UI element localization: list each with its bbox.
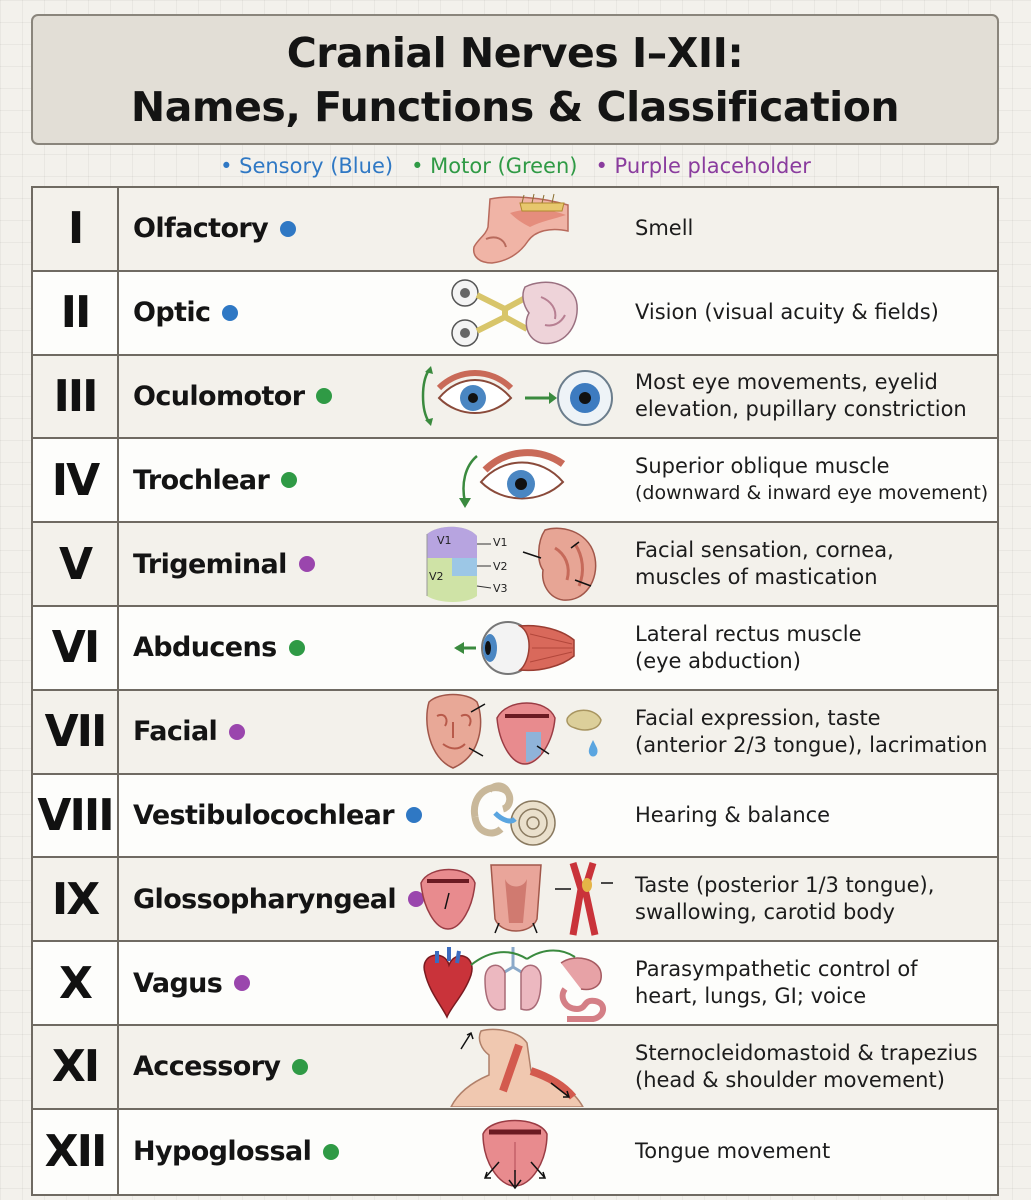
nerve-numeral: XII	[33, 1110, 119, 1194]
nerve-name-cell	[119, 356, 395, 438]
nerve-name: Optic	[133, 297, 211, 329]
table-row	[33, 356, 997, 440]
table-row	[33, 523, 997, 607]
nerve-numeral: X	[33, 942, 119, 1024]
nerve-numeral: II	[33, 272, 119, 354]
division-label-v2-right: V2	[493, 560, 508, 574]
nerve-function	[635, 272, 997, 354]
legend-both: • Purple placeholder	[595, 154, 811, 178]
both-dot-icon	[229, 724, 245, 740]
nerve-name-cell	[119, 691, 395, 773]
nerve-name-cell	[119, 272, 395, 354]
motor-dot-icon	[323, 1144, 339, 1160]
table-row	[33, 439, 997, 523]
function-line-2: elevation, pupillary constriction	[635, 397, 967, 422]
both-dot-icon	[299, 556, 315, 572]
function-line-2: swallowing, carotid body	[635, 900, 895, 925]
page-title-line-1: Cranial Nerves I–XII:	[286, 28, 744, 77]
motor-dot-icon	[292, 1059, 308, 1075]
nerve-name: Trochlear	[133, 464, 270, 496]
division-label-v1-right: V1	[493, 536, 508, 550]
face-divisions-icon	[395, 523, 635, 605]
sensory-dot-icon	[222, 305, 238, 321]
organs-icon	[395, 942, 635, 1024]
legend-motor: • Motor (Green)	[411, 154, 578, 178]
facial-muscles-icon	[395, 691, 635, 773]
legend-sensory: • Sensory (Blue)	[220, 154, 394, 178]
both-dot-icon	[234, 975, 250, 991]
nerve-numeral: V	[33, 523, 119, 605]
nerve-function	[635, 523, 997, 605]
motor-dot-icon	[289, 640, 305, 656]
nerve-numeral: VI	[33, 607, 119, 689]
nose-icon	[395, 188, 635, 270]
nerve-name-cell	[119, 439, 395, 521]
nerve-numeral: XI	[33, 1026, 119, 1108]
nerve-function	[635, 775, 997, 857]
nerve-name: Oculomotor	[133, 380, 305, 412]
legend	[0, 150, 1031, 182]
nerve-name-cell	[119, 858, 395, 940]
nerve-function	[635, 1110, 997, 1194]
function-line-2: (downward & inward eye movement)	[635, 482, 989, 505]
nerve-name: Accessory	[133, 1051, 281, 1083]
eyeball-lateral-icon	[395, 607, 635, 689]
function-line-1: Parasympathetic control of	[635, 957, 918, 982]
table-row	[33, 942, 997, 1026]
table-row	[33, 858, 997, 942]
nerve-name: Vestibulocochlear	[133, 799, 394, 831]
motor-dot-icon	[316, 388, 332, 404]
nerve-numeral: I	[33, 188, 119, 270]
function-line-2: muscles of mastication	[635, 565, 878, 590]
table-row	[33, 1110, 997, 1194]
nerve-name-cell	[119, 523, 395, 605]
nerve-name: Vagus	[133, 967, 223, 999]
nerve-numeral: IX	[33, 858, 119, 940]
nerve-name-cell	[119, 607, 395, 689]
nerve-function	[635, 1026, 997, 1108]
nerve-name: Hypoglossal	[133, 1136, 312, 1168]
nerve-name-cell	[119, 1110, 395, 1194]
nerve-numeral: VII	[33, 691, 119, 773]
function-line-2: (anterior 2/3 tongue), lacrimation	[635, 732, 988, 757]
function-line-2: heart, lungs, GI; voice	[635, 984, 867, 1009]
table-row	[33, 188, 997, 272]
optic-chiasm-icon	[395, 272, 635, 354]
division-label-v3: V3	[493, 582, 508, 596]
page-title-line-2: Names, Functions & Classification	[130, 82, 900, 131]
title-banner	[31, 14, 999, 145]
nerve-name: Abducens	[133, 632, 277, 664]
function-line-1: Facial expression, taste	[635, 705, 881, 730]
nerve-name: Facial	[133, 716, 218, 748]
division-label-v1: V1	[437, 534, 452, 548]
nerve-function	[635, 942, 997, 1024]
function-line-1: Superior oblique muscle	[635, 454, 890, 479]
neck-icon	[395, 1026, 635, 1108]
division-label-v2: V2	[429, 570, 444, 584]
nerve-name-cell	[119, 188, 395, 270]
nerve-numeral: IV	[33, 439, 119, 521]
function-line-1: Facial sensation, cornea,	[635, 538, 894, 563]
eye-movement-icon	[395, 356, 635, 438]
nerve-function	[635, 188, 997, 270]
function-line-2: (head & shoulder movement)	[635, 1067, 945, 1092]
function-line-1: Hearing & balance	[635, 802, 831, 827]
sensory-dot-icon	[280, 221, 296, 237]
table-row	[33, 691, 997, 775]
function-line-1: Tongue movement	[635, 1139, 831, 1164]
nerve-function	[635, 356, 997, 438]
nerve-function	[635, 607, 997, 689]
function-line-1: Most eye movements, eyelid	[635, 370, 938, 395]
function-line-1: Sternocleidomastoid & trapezius	[635, 1040, 978, 1065]
table-row	[33, 272, 997, 356]
nerve-function	[635, 439, 997, 521]
nerve-numeral: III	[33, 356, 119, 438]
nerve-name: Olfactory	[133, 213, 269, 245]
function-line-2: (eye abduction)	[635, 648, 801, 673]
eye-down-icon	[395, 439, 635, 521]
table-row	[33, 607, 997, 691]
motor-dot-icon	[281, 472, 297, 488]
nerve-table	[31, 186, 999, 1196]
nerve-name-cell	[119, 1026, 395, 1108]
table-row	[33, 1026, 997, 1110]
nerve-name: Glossopharyngeal	[133, 883, 397, 915]
inner-ear-icon	[395, 775, 635, 857]
nerve-name-cell	[119, 775, 395, 857]
function-line-1: Lateral rectus muscle	[635, 621, 862, 646]
nerve-name-cell	[119, 942, 395, 1024]
nerve-function	[635, 691, 997, 773]
function-line-1: Taste (posterior 1/3 tongue),	[635, 873, 935, 898]
tongue-icon	[395, 1110, 635, 1194]
table-row	[33, 775, 997, 859]
nerve-name: Trigeminal	[133, 548, 287, 580]
throat-icon	[395, 858, 635, 940]
function-line-1: Smell	[635, 216, 694, 241]
nerve-numeral: VIII	[33, 775, 119, 857]
function-line-1: Vision (visual acuity & fields)	[635, 300, 939, 325]
nerve-function	[635, 858, 997, 940]
